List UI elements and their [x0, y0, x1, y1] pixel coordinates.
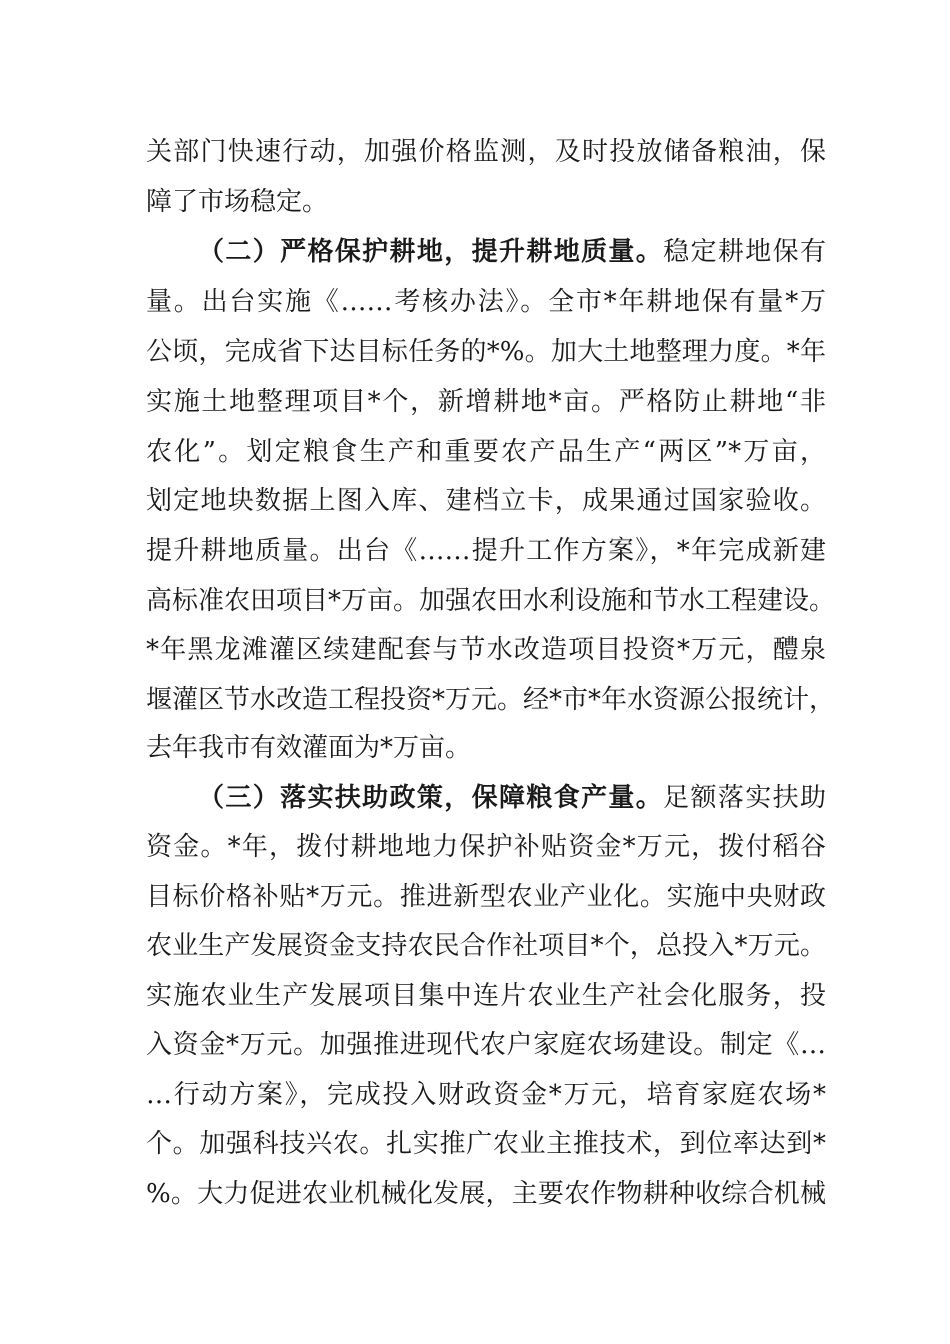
text-line: %。大力促进农业机械化发展，主要农作物耕种收综合机械	[146, 1179, 826, 1209]
text-run: 足额落实扶助	[663, 783, 826, 813]
text-line: 个。加强科技兴农。扎实推广农业主推技术，到位率达到*	[146, 1129, 826, 1159]
text-line: 入资金*万元。加强推进现代农户家庭农场建设。制定《…	[146, 1030, 826, 1060]
text-line: 实施土地整理项目*个，新增耕地*亩。严格防止耕地“非	[146, 387, 826, 417]
paragraph-first-line	[198, 774, 826, 823]
text-line: …行动方案》，完成投入财政资金*万元，培育家庭农场*	[146, 1080, 826, 1110]
paragraph-first-line	[198, 228, 826, 277]
text-line: 资金。*年，拨付耕地地力保护补贴资金*万元，拨付稻谷	[146, 832, 826, 862]
text-line: 划定地块数据上图入库、建档立卡，成果通过国家验收。	[146, 486, 826, 516]
section-heading-3: （三）落实扶助政策，保障粮食产量。	[198, 783, 664, 813]
text-line: 公顷，完成省下达目标任务的*%。加大土地整理力度。*年	[146, 337, 826, 367]
text-line: 目标价格补贴*万元。推进新型农业产业化。实施中央财政	[146, 882, 826, 912]
text-line: *年黑龙滩灌区续建配套与节水改造项目投资*万元，醴泉	[146, 635, 826, 665]
text-line: 障了市场稳定。	[146, 187, 329, 217]
text-line: 关部门快速行动，加强价格监测，及时投放储备粮油，保	[146, 137, 826, 167]
section-heading-2: （二）严格保护耕地，提升耕地质量。	[198, 237, 664, 267]
text-line: 堰灌区节水改造工程投资*万元。经*市*年水资源公报统计，	[146, 685, 836, 715]
text-line: 高标准农田项目*万亩。加强农田水利设施和节水工程建设。	[146, 586, 836, 616]
text-line: 提升耕地质量。出台《……提升工作方案》，*年完成新建	[146, 536, 826, 566]
text-line: 量。出台实施《……考核办法》。全市*年耕地保有量*万	[146, 287, 826, 317]
text-line: 实施农业生产发展项目集中连片农业生产社会化服务，投	[146, 981, 826, 1011]
text-line: 农业生产发展资金支持农民合作社项目*个，总投入*万元。	[146, 931, 826, 961]
text-line: 去年我市有效灌面为*万亩。	[146, 733, 472, 763]
text-run: 稳定耕地保有	[663, 237, 826, 267]
text-line: 农化”。划定粮食生产和重要农产品生产“两区”*万亩，	[146, 437, 826, 467]
